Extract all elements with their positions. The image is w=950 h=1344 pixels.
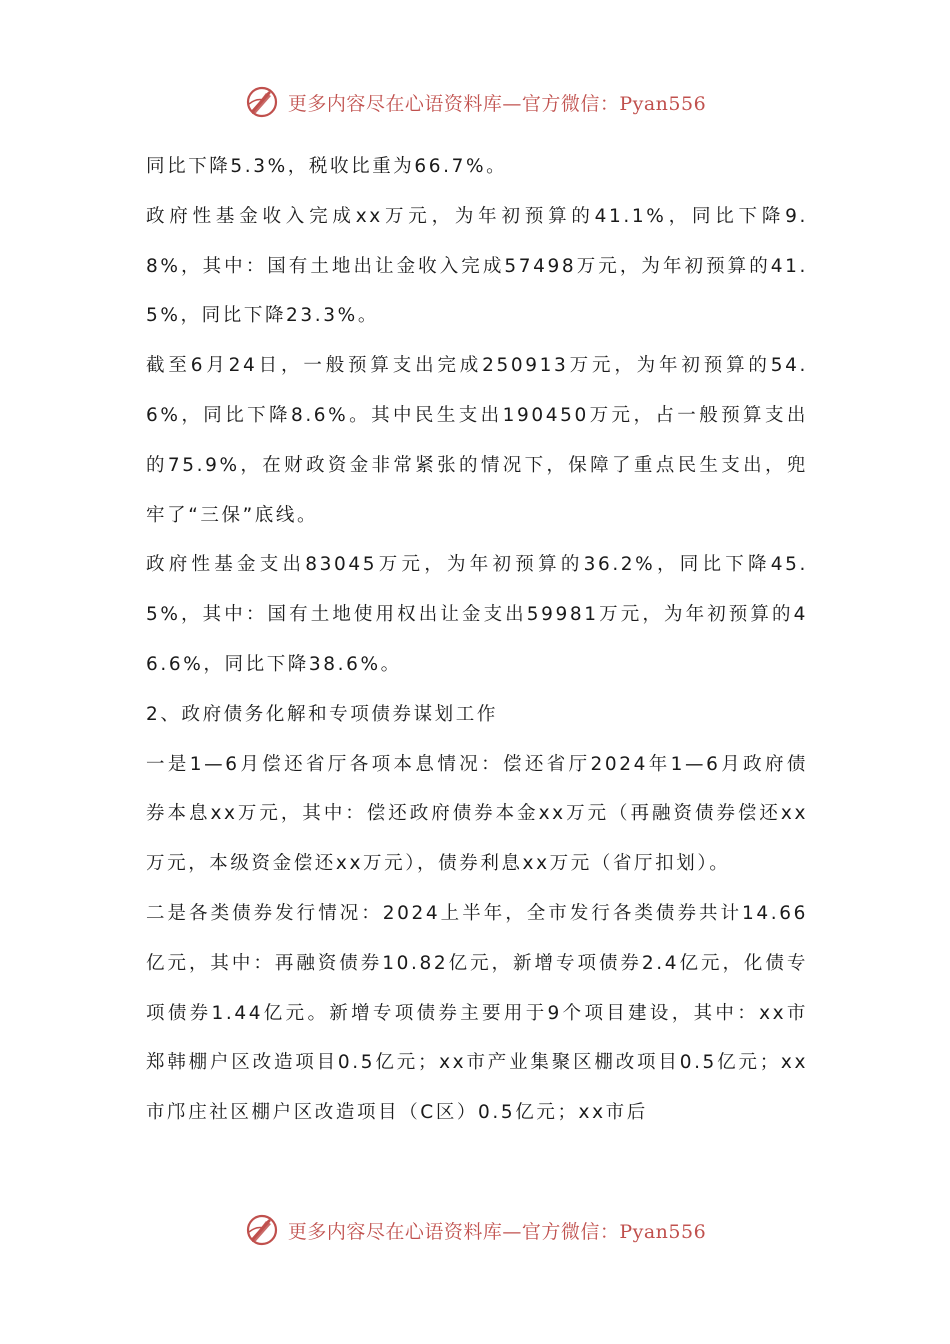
header-banner [0,82,950,122]
pen-logo-icon [244,1212,280,1248]
paragraph-6: 二是各类债券发行情况：2024上半年，全市发行各类债券共计14.66亿元，其中：再融资债券10.82亿元，新增专项债券2.4亿元，化债专项债券1.44亿元。新增专项债券主要用于9个项目建设，其中：xx市郑韩棚户区改造项目0.5亿元；xx市产业集聚区棚改项目0.5亿元；xx市邝庄社区棚户区改造项目（C区）0.5亿元；xx市后 [146,902,808,1124]
pen-logo-icon [244,84,280,120]
paragraph-5: 一是1—6月偿还省厅各项本息情况：偿还省厅2024年1—6月政府债券本息xx万元，其中：偿还政府债券本金xx万元（再融资债券偿还xx万元，本级资金偿还xx万元），债券利息xx万元（省厅扣划）。 [146,753,808,875]
paragraph-2: 政府性基金收入完成xx万元，为年初预算的41.1%，同比下降9.8%，其中：国有土地出让金收入完成57498万元，为年初预算的41.5%，同比下降23.3%。 [146,205,808,327]
section-heading: 2、政府债务化解和专项债券谋划工作 [146,703,498,725]
footer-banner-text: 更多内容尽在心语资料库—官方微信：Pyan556 [287,1220,707,1243]
header-banner-text: 更多内容尽在心语资料库—官方微信：Pyan556 [287,92,707,115]
paragraph-3: 截至6月24日，一般预算支出完成250913万元，为年初预算的54.6%，同比下降8.6%。其中民生支出190450万元，占一般预算支出的75.9%，在财政资金非常紧张的情况下，保障了重点民生支出，兜牢了“三保”底线。 [146,355,808,526]
footer-banner [0,1210,950,1250]
document-body [146,142,808,1138]
paragraph-4: 政府性基金支出83045万元，为年初预算的36.2%，同比下降45.5%，其中：国有土地使用权出让金支出59981万元，为年初预算的46.6%，同比下降38.6%。 [146,554,808,675]
paragraph-1: 同比下降5.3%，税收比重为66.7%。 [146,156,508,177]
